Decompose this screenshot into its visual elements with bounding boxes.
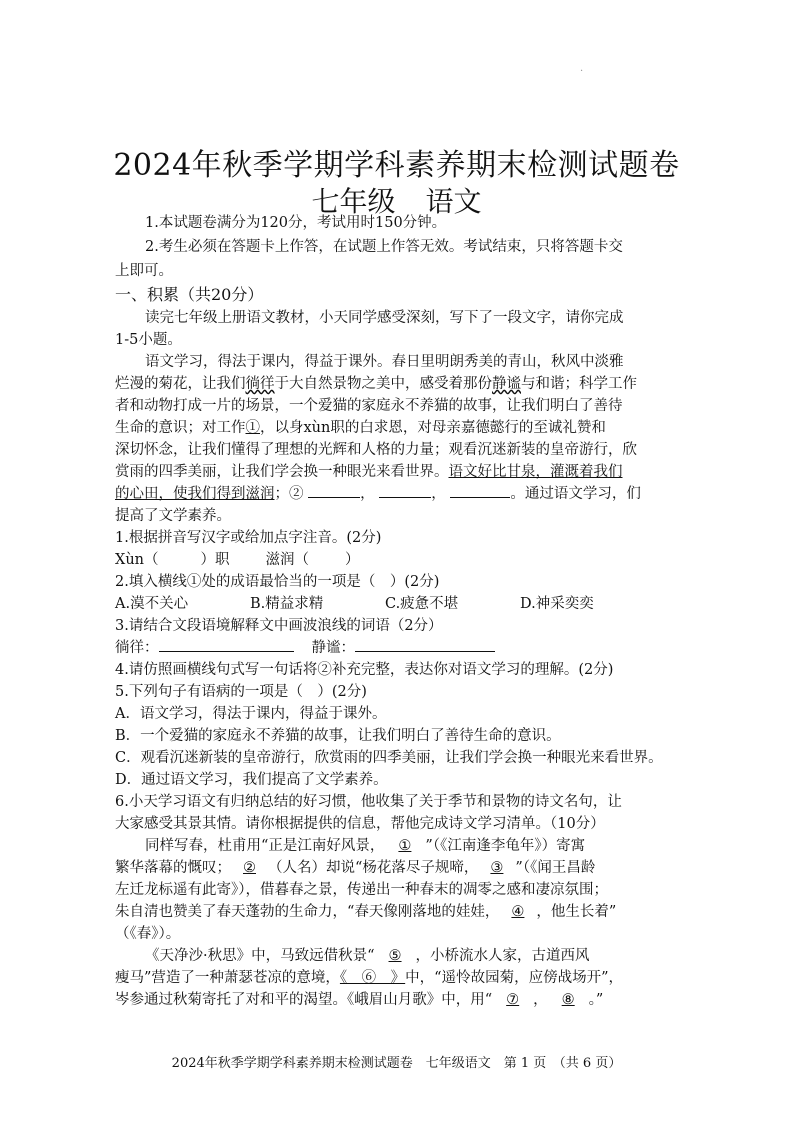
question-5-option-a: A．语文学习，得法于课内，得益于课外。 xyxy=(115,706,387,722)
intro-line-2: 1-5小题。 xyxy=(115,332,182,348)
poem-para-2-line-1: 《天净沙·秋思》中，马致远借秋景“ ⑤ ，小桥流水人家，古道西风 xyxy=(145,948,590,964)
poem-para-1-line-5: （《春》）。 xyxy=(115,926,181,942)
section-heading: 一、积累（共20分） xyxy=(115,285,264,304)
question-1: 1.根据拼音写汉字或给加点字注音。(2分) xyxy=(115,530,382,546)
page-footer: 2024年秋季学期学科素养期末检测试题卷 七年级语文 第 1 页 （共 6 页） xyxy=(171,1056,622,1071)
exam-title: 2024年秋季学期学科素养期末检测试题卷 xyxy=(113,148,680,183)
passage-line-4: 生命的意识；对工作①，以身xùn职的白求恩，对母亲嘉德懿行的至诚礼赞和 xyxy=(115,420,606,436)
option-c: C.疲惫不堪 xyxy=(385,596,459,612)
question-2: 2.填入横线①处的成语最恰当的一项是（ ）(2分) xyxy=(115,574,440,590)
question-3-answer-line: 徜徉： 静谧： xyxy=(115,637,680,659)
poem-para-2-line-3: 岑参通过秋菊寄托了对和平的渴望。《峨眉山月歌》中，用“ ⑦ ， ⑧ 。” xyxy=(115,992,604,1008)
question-3: 3.请结合文段语境解释文中画波浪线的词语（2分） xyxy=(115,618,443,634)
passage-line-3: 者和动物打成一片的场景，一个爱猫的家庭永不养猫的故事，让我们明白了善待 xyxy=(115,398,623,414)
passage-line-8: 提高了文学素养。 xyxy=(115,508,231,524)
blank-6-7: ⑦ xyxy=(506,992,520,1008)
question-5: 5.下列句子有语病的一项是（ ）(2分) xyxy=(115,684,367,700)
note-1: 1.本试题卷满分为120分，考试用时150分钟。 xyxy=(145,215,447,231)
blank-6-2: ② xyxy=(243,860,256,876)
subject-label: 语文 xyxy=(425,185,482,218)
question-6-line-2: 大家感受其景其情。请你根据提供的信息，帮他完成诗文学习清单。（10分） xyxy=(115,816,605,832)
question-5-option-d: D．通过语文学习，我们提高了文学素养。 xyxy=(115,772,388,788)
passage-line-2: 烂漫的菊花，让我们徜徉于大自然景物之美中，感受着那份静谧与和谐；科学工作 xyxy=(115,376,637,392)
underlined-sentence-b: 的心田，使我们得到滋润 xyxy=(115,486,275,502)
passage-line-7: 的心田，使我们得到滋润；② ， ， 。通过语文学习，们 xyxy=(115,483,680,505)
wavy-word-jingmi: 静谧 xyxy=(492,376,521,392)
question-5-option-b: B．一个爱猫的家庭永不养猫的故事，让我们明白了善待生命的意识。 xyxy=(115,728,561,744)
blank-2c xyxy=(450,483,510,498)
passage-line-1: 语文学习，得法于课内，得益于课外。春日里明朗秀美的青山，秋风中淡雅 xyxy=(145,354,624,370)
poem-para-1-line-1: 同样写春，杜甫用“正是江南好风景， ① ”（《江南逢李龟年》）寄寓 xyxy=(145,838,586,854)
scan-mark: · xyxy=(580,66,584,77)
answer-line-3a xyxy=(159,637,294,652)
blank-2b xyxy=(379,483,431,498)
blank-2a xyxy=(308,483,360,498)
question-2-options xyxy=(115,593,680,615)
option-d: D.神采奕奕 xyxy=(520,596,594,612)
intro-line-1: 读完七年级上册语文教材，小天同学感受深刻，写下了一段文字，请你完成 xyxy=(145,310,624,326)
option-a: A.漠不关心 xyxy=(115,596,189,612)
poem-para-1-line-4: 朱自清也赞美了春天蓬勃的生命力，“春天像刚落地的娃娃， ④ ，他生长着” xyxy=(115,904,617,920)
poem-para-1-line-3: 左迁龙标遥有此寄》），借暮春之景，传递出一种春末的凋零之感和凄凉氛围； xyxy=(115,882,608,898)
blank-1: ① xyxy=(245,420,260,436)
question-4: 4.请仿照画横线句式写一句话将②补充完整，表达你对语文学习的理解。(2分) xyxy=(115,662,614,678)
passage-line-6: 赏雨的四季美丽，让我们学会换一种眼光来看世界。语文好比甘泉，灌溉着我们 xyxy=(115,464,623,480)
passage-line-5: 深切怀念，让我们懂得了理想的光辉和人格的力量；观看沉迷新装的皇帝游行，欣 xyxy=(115,442,637,458)
note-2: 2.考生必须在答题卡上作答，在试题上作答无效。考试结束，只将答题卡交 xyxy=(145,239,623,255)
question-1-answer-line: Xùn（ ）职 滋润（ ） xyxy=(115,552,360,568)
blank-6-4: ④ xyxy=(511,904,525,920)
blank-6-8: ⑧ xyxy=(561,992,575,1008)
answer-line-3b xyxy=(355,637,495,652)
blank-6-1: ① xyxy=(398,838,412,854)
question-6-line-1: 6.小天学习语文有归纳总结的好习惯，他收集了关于季节和景物的诗文名句，让 xyxy=(115,794,622,810)
blank-6-3: ③ xyxy=(490,860,504,876)
blank-6-6: 《 ⑥ 》 xyxy=(339,970,406,986)
wavy-word-changyang: 徜徉 xyxy=(245,376,275,392)
blank-6-5: ⑤ xyxy=(388,948,402,964)
question-5-option-c: C．观看沉迷新装的皇帝游行，欣赏雨的四季美丽，让我们学会换一种眼光来看世界。 xyxy=(115,750,663,766)
grade-label: 七年级 xyxy=(311,185,396,218)
underlined-sentence-a: 语文好比甘泉，灌溉着我们 xyxy=(448,464,623,480)
option-b: B.精益求精 xyxy=(250,596,324,612)
poem-para-1-line-2: 繁华落幕的慨叹； ② （人名）却说“杨花落尽子规啼， ③ ”（《闻王昌龄 xyxy=(115,860,596,876)
poem-para-2-line-2: 瘦马”营造了一种萧瑟苍凉的意境，《 ⑥ 》中，“遥怜故园菊，应傍战场开”， xyxy=(115,970,623,986)
note-2-cont: 上即可。 xyxy=(115,263,173,279)
